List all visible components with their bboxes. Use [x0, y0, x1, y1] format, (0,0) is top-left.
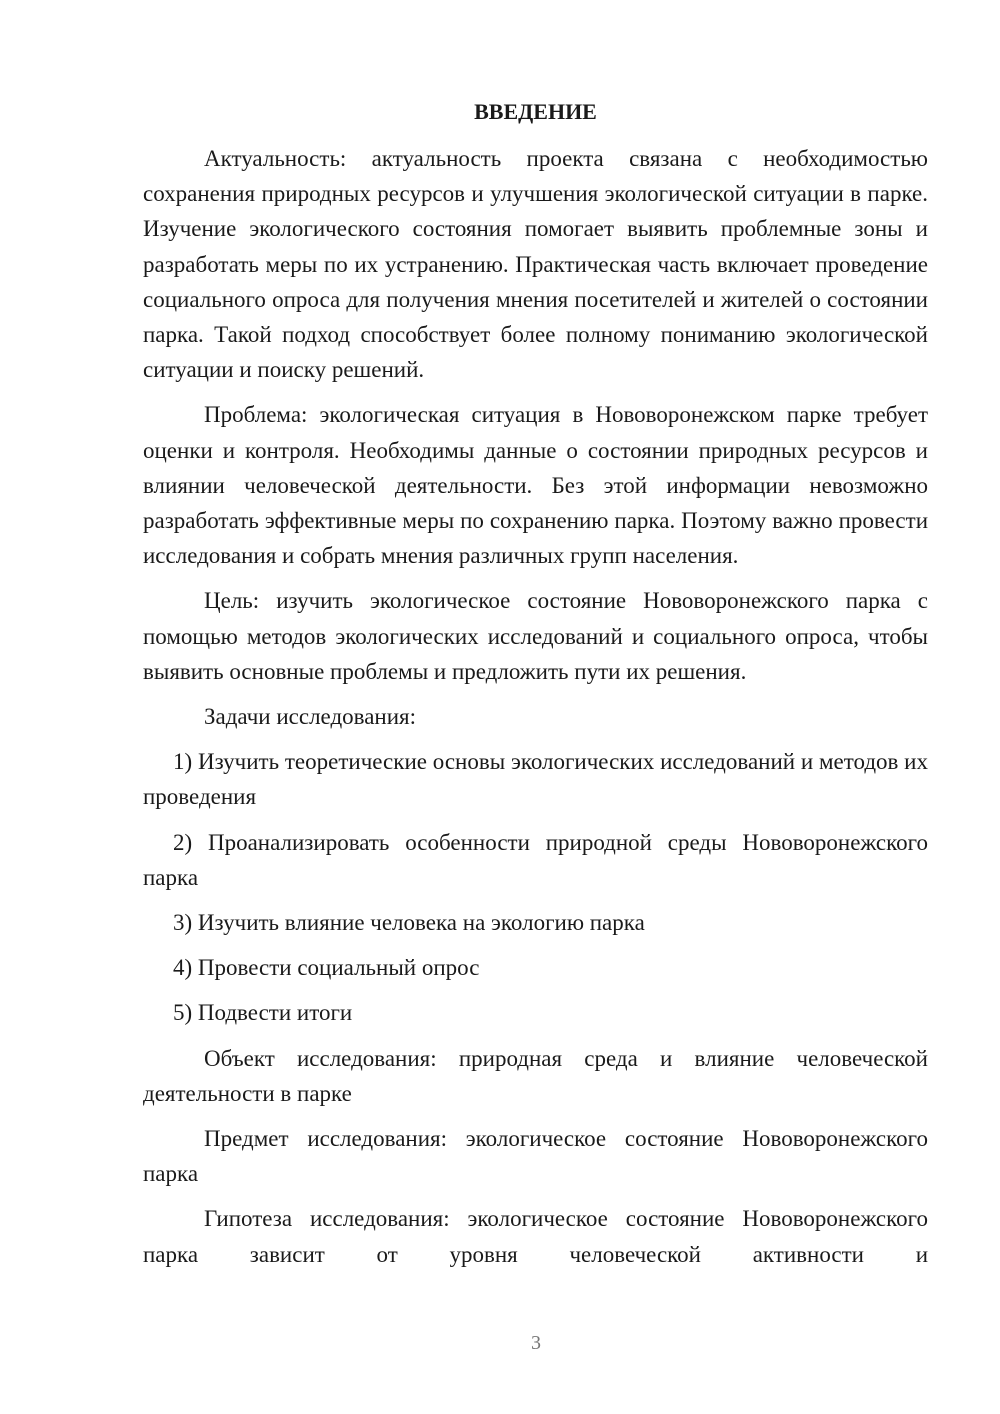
section-title: ВВЕДЕНИЕ — [474, 99, 597, 124]
relevance-paragraph: Актуальность: актуальность проекта связана с необходимостью сохранения природных ресурсов и улучшения экологической ситуации в парке. Изучение экологического состояния помогает выявить проблемные зоны и разработать меры по их устранению. Практическая часть включает проведение социального опроса для получения мнения посетителей и жителей о состоянии парка. Такой подход способствует более полному пониманию экологической ситуации и поиску решений. — [143, 146, 928, 383]
page-body — [143, 94, 928, 1282]
page-number: 3 — [531, 1332, 541, 1354]
problem-paragraph: Проблема: экологическая ситуация в Нововоронежском парке требует оценки и контроля. Необходимы данные о состоянии природных ресурсов и влиянии человеческой деятельности. Без этой информации невозможно разработать эффективные меры по сохранению парка. Поэтому важно провести исследования и собрать мнения различных групп населения. — [143, 402, 928, 569]
hypothesis-paragraph: Гипотеза исследования: экологическое состояние Нововоронежского парка зависит от уровня человеческой активности и — [143, 1206, 928, 1267]
tasks-heading: Задачи исследования: — [204, 704, 417, 730]
subject-paragraph: Предмет исследования: экологическое состояние Нововоронежского парка — [143, 1126, 928, 1187]
task-item-3: 3) Изучить влияние человека на экологию парка — [173, 910, 645, 936]
task-item-4: 4) Провести социальный опрос — [173, 955, 480, 981]
task-item-5: 5) Подвести итоги — [173, 1000, 353, 1026]
task-item-2: 2) Проанализировать особенности природной среды Нововоронежского парка — [143, 829, 928, 890]
object-paragraph: Объект исследования: природная среда и влияние человеческой деятельности в парке — [143, 1045, 928, 1106]
goal-paragraph: Цель: изучить экологическое состояние Нововоронежского парка с помощью методов экологических исследований и социального опроса, чтобы выявить основные проблемы и предложить пути их решения. — [143, 588, 928, 684]
task-item-1: 1) Изучить теоретические основы экологических исследований и методов их проведения — [143, 749, 928, 810]
